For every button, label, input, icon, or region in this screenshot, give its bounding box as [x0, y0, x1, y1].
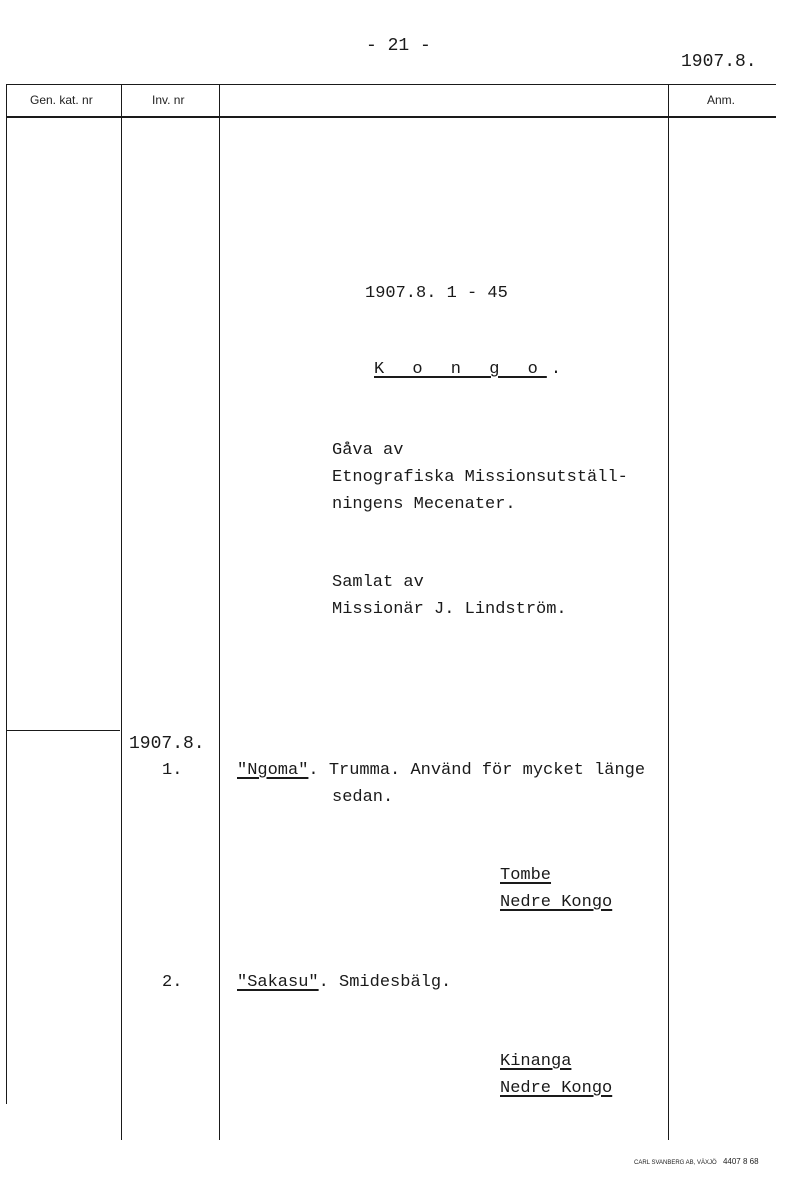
item-region: Nedre Kongo	[500, 893, 613, 912]
item-number: 2.	[162, 973, 183, 992]
item-number: 1.	[162, 761, 183, 780]
form-code: 4407 8 68	[722, 1157, 759, 1166]
item-description	[237, 761, 645, 780]
gift-line-1: Etnografiska Missionsutställ-	[332, 468, 628, 487]
printer-imprint	[634, 1157, 759, 1166]
item-description-continued: sedan.	[332, 788, 394, 807]
column-header-gen-kat-nr: Gen. kat. nr	[30, 93, 93, 107]
item-description-text: . Smidesbälg.	[318, 973, 452, 992]
collection-range: 1907.8. 1 - 45	[365, 284, 508, 303]
column-divider-1	[121, 84, 122, 1140]
item-description	[237, 973, 451, 992]
item-name: "Ngoma"	[237, 761, 309, 780]
item-place: Tombe	[500, 866, 552, 885]
item-place: Kinanga	[500, 1052, 572, 1071]
table-left-border	[6, 84, 7, 1104]
column-divider-3	[668, 84, 669, 1140]
collected-label: Samlat av	[332, 573, 424, 592]
item-description-text: . Trumma. Använd för mycket länge	[308, 761, 646, 780]
items-separator	[6, 730, 120, 731]
item-name: "Sakasu"	[237, 973, 319, 992]
column-divider-2	[219, 84, 220, 1140]
gift-label: Gåva av	[332, 441, 404, 460]
column-header-anm: Anm.	[707, 93, 736, 107]
printer-name: CARL SVANBERG AB, VÄXJÖ	[634, 1160, 717, 1166]
collected-by: Missionär J. Lindström.	[332, 600, 567, 619]
items-header: 1907.8.	[129, 734, 205, 754]
page-number: - 21 -	[366, 36, 431, 56]
column-header-inv-nr: Inv. nr	[152, 93, 185, 107]
region-suffix: .	[550, 360, 562, 379]
gift-line-2: ningens Mecenater.	[332, 495, 516, 514]
catalog-id: 1907.8.	[681, 52, 757, 72]
item-region: Nedre Kongo	[500, 1079, 613, 1098]
region-name: K o n g o	[374, 360, 547, 379]
region-title	[374, 360, 561, 379]
